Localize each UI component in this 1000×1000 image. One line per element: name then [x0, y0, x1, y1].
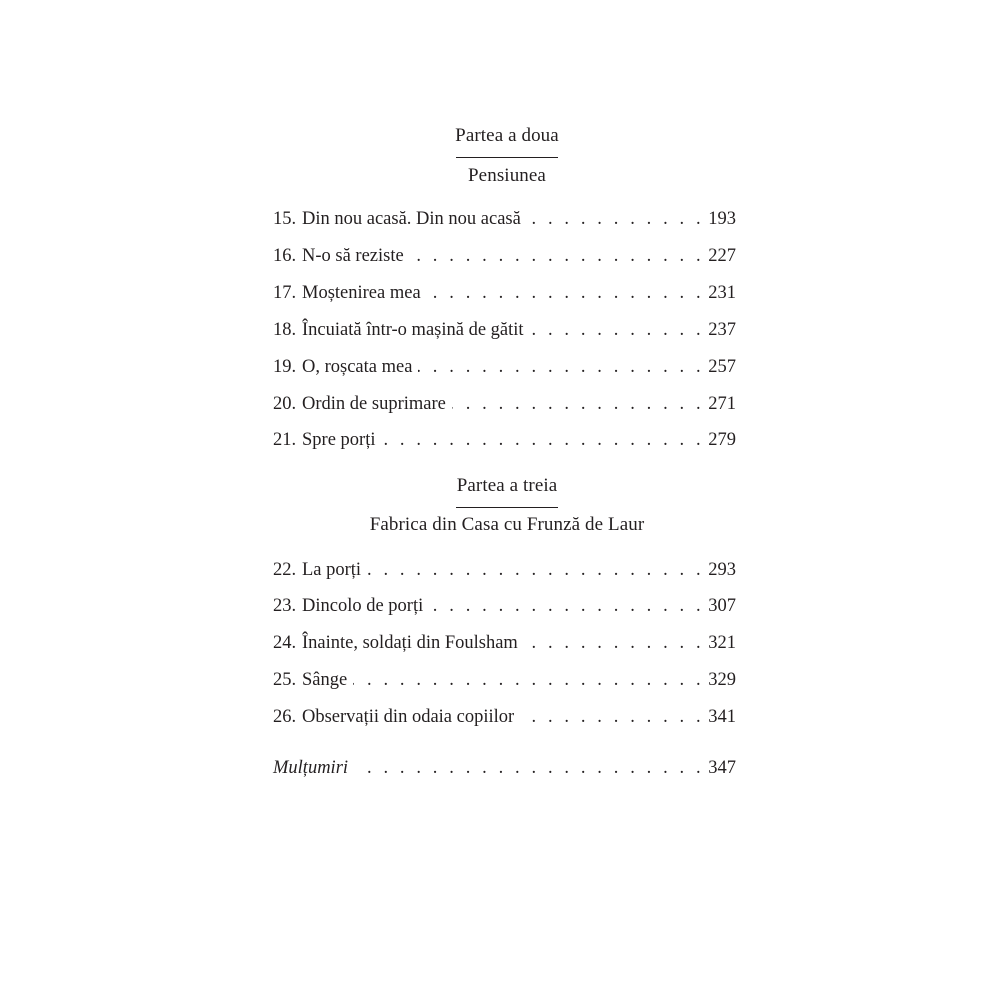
page-number: 257	[708, 357, 736, 377]
toc-entry[interactable]	[273, 704, 736, 730]
chapter-title: Din nou acasă. Din nou acasă	[302, 209, 521, 229]
chapter-title: O, roșcata mea	[302, 357, 413, 377]
toc-entry[interactable]	[273, 206, 736, 232]
chapter-number: 20.	[273, 394, 297, 414]
chapter-title: Spre porți	[302, 430, 376, 450]
page-number: 193	[708, 209, 736, 229]
dot-leader	[427, 280, 705, 306]
dot-leader	[527, 206, 704, 232]
chapter-number: 21.	[273, 430, 297, 450]
chapter-number: 23.	[273, 596, 297, 616]
part-subtitle: Pensiunea	[468, 165, 546, 186]
chapter-title: N-o să reziste	[302, 246, 404, 266]
chapter-number: 18.	[273, 320, 297, 340]
dot-leader	[520, 704, 704, 730]
chapter-number: 19.	[273, 357, 297, 377]
page-number: 279	[708, 430, 736, 450]
chapter-number: 15.	[273, 209, 297, 229]
dot-leader	[524, 630, 704, 656]
toc-entry[interactable]	[273, 593, 736, 619]
toc-entry[interactable]	[273, 243, 736, 269]
toc-entry-acknowledgements[interactable]	[273, 755, 736, 781]
part-divider	[456, 157, 558, 158]
toc-entry[interactable]	[273, 391, 736, 417]
page-number: 321	[708, 633, 736, 653]
chapter-title: Ordin de suprimare	[302, 394, 446, 414]
chapter-title: Înainte, soldați din Foulsham	[302, 633, 518, 653]
chapter-number: 24.	[273, 633, 297, 653]
dot-leader	[410, 243, 705, 269]
chapter-title: Încuiată într-o mașină de gătit	[302, 320, 524, 340]
page-number: 271	[708, 394, 736, 414]
dot-leader	[429, 593, 704, 619]
dot-leader	[353, 667, 704, 693]
toc-entry[interactable]	[273, 427, 736, 453]
toc-entry[interactable]	[273, 317, 736, 343]
part-heading: Partea a treia	[456, 475, 558, 496]
toc-entry[interactable]	[273, 557, 736, 583]
chapter-title: Observații din odaia copiilor	[302, 707, 515, 727]
toc-entry[interactable]	[273, 354, 736, 380]
dot-leader	[354, 755, 704, 781]
chapter-number: 16.	[273, 246, 297, 266]
page-number: 347	[708, 758, 736, 778]
toc-entry[interactable]	[273, 630, 736, 656]
page-number: 227	[708, 246, 736, 266]
chapter-number: 26.	[273, 707, 297, 727]
part-divider	[456, 507, 558, 508]
part-heading: Partea a doua	[455, 125, 559, 146]
page-number: 231	[708, 283, 736, 303]
toc-entry[interactable]	[273, 667, 736, 693]
dot-leader	[418, 354, 704, 380]
part-subtitle: Fabrica din Casa cu Frunză de Laur	[369, 514, 645, 535]
page-number: 237	[708, 320, 736, 340]
dot-leader	[452, 391, 704, 417]
toc-entry[interactable]	[273, 280, 736, 306]
chapter-number: 17.	[273, 283, 297, 303]
chapter-title: Sânge	[302, 670, 348, 690]
page-number: 293	[708, 560, 736, 580]
page-number: 307	[708, 596, 736, 616]
page-number: 329	[708, 670, 736, 690]
chapter-number: 22.	[273, 560, 297, 580]
chapter-title: La porți	[302, 560, 362, 580]
dot-leader	[367, 557, 704, 583]
chapter-title: Moștenirea mea	[302, 283, 421, 303]
chapter-number: 25.	[273, 670, 297, 690]
dot-leader	[381, 427, 704, 453]
page-number: 341	[708, 707, 736, 727]
dot-leader	[530, 317, 705, 343]
acknowledgements-title: Mulțumiri	[273, 758, 349, 778]
chapter-title: Dincolo de porți	[302, 596, 424, 616]
